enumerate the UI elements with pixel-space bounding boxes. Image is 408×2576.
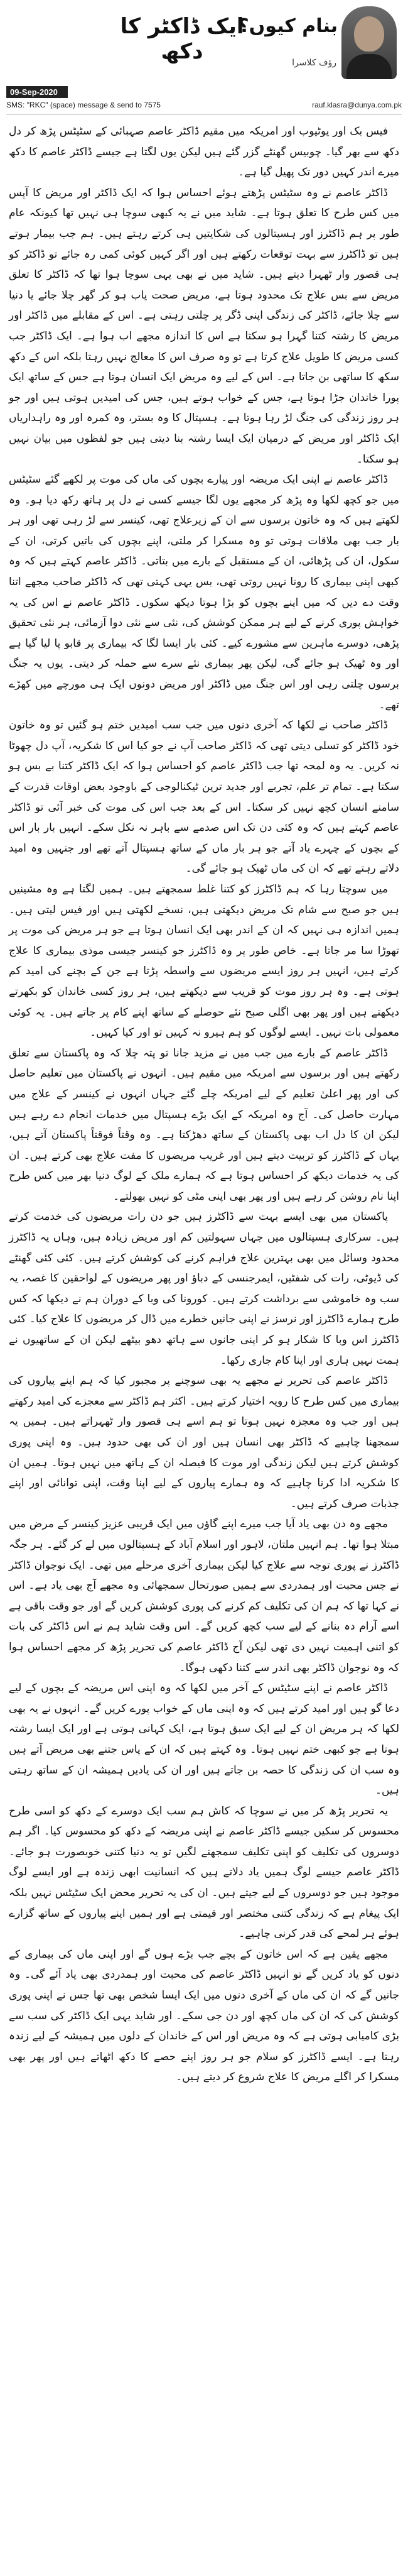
meta-bar bbox=[6, 86, 402, 109]
article-body bbox=[6, 121, 402, 2088]
publish-date: 09-Sep-2020 bbox=[6, 86, 68, 98]
author-photo-icon bbox=[341, 6, 397, 79]
paragraph: مجھے یقین ہے کہ اس خاتون کے بچے جب بڑے ہوں گے اور اپنی ماں کی بیماری کے دنوں کو یاد کریں گے تو انہیں ڈاکٹر عاصم کی محبت اور ہمدردی بھی یاد آئے گی۔ وہ جانیں گے کہ ان کی ماں کے آخری دنوں میں ایک ایسا شخص بھی تھا جس نے اپنی پوری کوشش کی کہ ان کی ماں کچھ اور دن جی سکے۔ اور شاید یہی ایک ڈاکٹر کی سب سے بڑی کامیابی ہوتی ہے کہ وہ مریض اور اس کے خاندان کے دلوں میں ہمیشہ کے لیے زندہ رہتا ہے۔ ایسے ڈاکٹرز کو سلام جو ہر روز اپنے حصے کا دکھ اٹھاتے ہیں اور پھر بھی مسکرا کر اگلے مریض کا علاج شروع کر دیتے ہیں۔ bbox=[9, 1948, 399, 2084]
column-title: بنام کیوں؟ bbox=[238, 15, 338, 37]
paragraph: ڈاکٹر عاصم کی تحریر نے مجھے یہ بھی سوچنے پر مجبور کیا کہ ہم اپنے پیاروں کی بیماری میں کس طرح کا رویہ اختیار کرتے ہیں۔ اکثر ہم ڈاکٹر سے معجزے کی امید رکھتے ہیں اور جب وہ معجزہ نہیں ہوتا تو ہم اسے ہی قصور وار ٹھہراتے ہیں۔ ہمیں یہ سمجھنا چاہیے کہ ڈاکٹر بھی انسان ہیں اور ان کی بھی حدود ہیں۔ وہ اپنی پوری کوشش کرتے ہیں لیکن زندگی اور موت کا فیصلہ ان کے ہاتھ میں نہیں ہوتا۔ ہمیں ان کا شکریہ ادا کرنا چاہیے کہ وہ ہمارے پیاروں کے لیے اپنا وقت، اپنی توانائی اور اپنے جذبات صرف کرتے ہیں۔ bbox=[9, 1374, 399, 1510]
paragraph: فیس بک اور یوٹیوب اور امریکہ میں مقیم ڈاکٹر عاصم صہبائی کے سٹیٹس پڑھ کر دل دکھ سے بھر گیا۔ چوبیس گھنٹے گزر گئے ہیں لیکن یوں لگتا ہے جیسے ڈاکٹر عاصم کا دکھ میرے اندر کہیں دور تک پھیل گیا ہے۔ bbox=[9, 125, 399, 179]
column-masthead bbox=[238, 3, 402, 84]
paragraph: ڈاکٹر عاصم نے اپنی ایک مریضہ اور پیارے بچوں کی ماں کی موت پر لکھے گئے سٹیٹس میں جو کچھ لکھا وہ پڑھ کر مجھے یوں لگا جیسے کسی نے دل پر ہاتھ رکھ دیا ہو۔ وہ لکھتے ہیں کہ وہ خاتون برسوں سے ان کے زیرعلاج تھی، کینسر سے لڑ رہی تھی اور ہر بار جب بھی ملاقات ہوتی تو وہ مسکرا کر ملتی، اپنے بچوں کی باتیں کرتی، ان کے سکول، ان کی پڑھائی، ان کے مستقبل کے بارے میں بتاتی۔ ڈاکٹر عاصم کہتے ہیں کہ وہ کبھی اپنی بیماری کا رونا نہیں روتی تھی، بس یہی کہتی تھی کہ ڈاکٹر صاحب مجھے اتنا وقت دے دیں کہ میں اپنے بچوں کو بڑا ہوتا دیکھ سکوں۔ ڈاکٹر عاصم نے اس کی یہ خواہش پوری کرنے کے لیے ہر ممکن کوشش کی، نئی سے نئی دوا آزمائی، ہر نئی تحقیق پڑھی، دوسرے ماہرین سے مشورے کیے۔ کئی بار ایسا لگا کہ بیماری پر قابو پا لیا گیا ہے اور وہ ٹھیک ہو جائے گی، لیکن پھر بیماری نئے سرے سے حملہ کر دیتی۔ یوں یہ جنگ برسوں چلتی رہی اور اس جنگ میں ڈاکٹر اور مریض دونوں ایک ہی مورچے میں کھڑے تھے۔ bbox=[9, 473, 399, 711]
column-header bbox=[6, 0, 402, 115]
paragraph: مجھے وہ دن بھی یاد آیا جب میرے اپنے گاؤں میں ایک قریبی عزیز کینسر کے مرض میں مبتلا ہوا تھا۔ ہم انہیں ملتان، لاہور اور اسلام آباد کے ہسپتالوں میں لے کر گئے۔ ہر جگہ ڈاکٹرز نے پوری توجہ سے علاج کیا لیکن بیماری آخری مرحلے میں تھی۔ ایک نوجوان ڈاکٹر نے جس محبت اور ہمدردی سے ہمیں صورتحال سمجھائی وہ مجھے آج بھی یاد ہے۔ اس نے کہا تھا کہ ہم ان کی تکلیف کم کرنے کی پوری کوشش کریں گے اور جو وقت باقی ہے اسے آرام دہ بنانے کے لیے سب کچھ کریں گے۔ اس وقت شاید ہم نے اس ڈاکٹر کی بات کو اتنی اہمیت نہیں دی تھی لیکن آج ڈاکٹر عاصم کی تحریر پڑھ کر مجھے احساس ہوا کہ وہ نوجوان ڈاکٹر بھی اندر سے کتنا دکھی ہوگا۔ bbox=[9, 1518, 399, 1674]
headline: ایک ڈاکٹر کا دکھ bbox=[120, 14, 244, 64]
sms-info: SMS: "RKC" (space) message & send to 7575 bbox=[6, 101, 161, 109]
paragraph: ڈاکٹر عاصم کے بارے میں جب میں نے مزید جانا تو پتہ چلا کہ وہ پاکستان سے تعلق رکھتے ہیں اور برسوں سے امریکہ میں مقیم ہیں۔ انہوں نے پاکستان میں تعلیم حاصل کی اور پھر اعلیٰ تعلیم کے لیے امریکہ چلے گئے جہاں انہوں نے کینسر کے علاج میں مہارت حاصل کی۔ آج وہ امریکہ کے ایک بڑے ہسپتال میں خدمات انجام دے رہے ہیں لیکن ان کا دل اب بھی پاکستان کے ساتھ دھڑکتا ہے۔ وہ وقتاً فوقتاً پاکستان آتے ہیں، یہاں کے ڈاکٹرز کو تربیت دیتے ہیں اور غریب مریضوں کا مفت علاج بھی کرتے ہیں۔ ان کی یہ خدمات دیکھ کر احساس ہوتا ہے کہ ہمارے ملک کے لوگ دنیا بھر میں کس طرح اپنا نام روشن کر رہے ہیں اور پھر بھی اپنی مٹی کو نہیں بھولتے۔ bbox=[9, 1046, 399, 1203]
paragraph: پاکستان میں بھی ایسے بہت سے ڈاکٹرز ہیں جو دن رات مریضوں کی خدمت کرتے ہیں۔ سرکاری ہسپتالوں میں جہاں سہولتیں کم اور مریض زیادہ ہیں، وہاں یہ ڈاکٹرز محدود وسائل میں بھی بہترین علاج فراہم کرنے کی کوشش کرتے ہیں۔ کئی کئی گھنٹے کی ڈیوٹی، رات کی شفٹیں، ایمرجنسی کے دباؤ اور پھر مریضوں کے لواحقین کا غصہ، یہ سب وہ خاموشی سے برداشت کرتے ہیں۔ کورونا کی وبا کے دوران ہم نے دیکھا کہ کس طرح ہمارے ڈاکٹرز اور نرسز نے اپنی جانیں خطرے میں ڈال کر مریضوں کا علاج کیا۔ کئی ڈاکٹرز اس وبا کا شکار ہو کر اپنی جانوں سے ہاتھ دھو بیٹھے لیکن ان کے ساتھیوں نے ہمت نہیں ہاری اور اپنا کام جاری رکھا۔ bbox=[9, 1210, 399, 1367]
paragraph: ڈاکٹر صاحب نے لکھا کہ آخری دنوں میں جب سب امیدیں ختم ہو گئیں تو وہ خاتون خود ڈاکٹر کو تسلی دیتی تھی کہ ڈاکٹر صاحب آپ نے جو کیا اس کا شکریہ، آپ دل چھوٹا نہ کریں۔ یہ وہ لمحہ تھا جب ڈاکٹر عاصم کو احساس ہوا کہ ایک ڈاکٹر کتنا بے بس ہو سکتا ہے۔ تمام تر علم، تجربے اور جدید ترین ٹیکنالوجی کے باوجود بعض اوقات قدرت کے سامنے انسان کچھ نہیں کر سکتا۔ اس کے بعد جب اس کی موت کی خبر آئی تو ڈاکٹر عاصم کہتے ہیں کہ وہ کئی دن تک اس صدمے سے باہر نہ نکل سکے۔ انہیں بار بار اس کے بچوں کے چہرے یاد آتے جو ہر بار ماں کے ساتھ ہسپتال آتے تھے اور جنہیں وہ امید دلاتے رہتے تھے کہ ان کی ماں ٹھیک ہو جائے گی۔ bbox=[9, 719, 399, 875]
author-email: rauf.klasra@dunya.com.pk bbox=[312, 101, 402, 109]
paragraph: یہ تحریر پڑھ کر میں نے سوچا کہ کاش ہم سب ایک دوسرے کے دکھ کو اسی طرح محسوس کر سکیں جیسے ڈاکٹر عاصم نے اپنی مریضہ کے دکھ کو محسوس کیا۔ اگر ہم دوسروں کی تکلیف کو اپنی تکلیف سمجھنے لگیں تو یہ دنیا کتنی خوبصورت ہو جائے۔ ڈاکٹر عاصم جیسے لوگ ہمیں یاد دلاتے ہیں کہ انسانیت ابھی زندہ ہے اور ایسے لوگ موجود ہیں جو دوسروں کے لیے جیتے ہیں۔ ان کی یہ تحریر محض ایک سٹیٹس نہیں بلکہ ایک پیغام ہے کہ زندگی کتنی مختصر اور قیمتی ہے اور ہمیں اپنے پیاروں کے ساتھ گزارے ہوئے ہر لمحے کی قدر کرنی چاہیے۔ bbox=[9, 1804, 399, 1941]
author-name: رؤف کلاسرا bbox=[292, 58, 336, 68]
paragraph: ڈاکٹر عاصم نے وہ سٹیٹس پڑھتے ہوئے احساس ہوا کہ ایک ڈاکٹر اور مریض کا آپس میں کس طرح کا تعلق ہوتا ہے۔ شاید میں نے یہ کبھی سوچا ہی نہیں تھا کیونکہ عام طور پر ہم ڈاکٹرز اور ہسپتالوں کی شکایتیں ہی کرتے رہتے ہیں۔ ہم جب بیمار ہوتے ہیں تو ڈاکٹرز سے بہت توقعات رکھتے ہیں اور اگر کہیں کوئی کمی رہ جائے تو ڈاکٹر کو ہی قصور وار ٹھہرا دیتے ہیں۔ شاید میں نے بھی یہی سوچا ہوا تھا کہ ڈاکٹر کا تعلق مریض سے بس علاج تک محدود ہوتا ہے، مریض صحت یاب ہو کر گھر چلا جائے یا دنیا سے چلا جائے، ڈاکٹر کی زندگی اپنی ڈگر پر چلتی رہتی ہے۔ اس کے مقابلے میں ڈاکٹر اور مریض کا رشتہ کتنا گہرا ہو سکتا ہے اس کا اندازہ مجھے اب ہوا ہے۔ ایک ڈاکٹر جب کسی مریض کا طویل علاج کرتا ہے تو وہ صرف اس کا معالج نہیں رہتا بلکہ اس کے دکھ سکھ کا ساتھی بن جاتا ہے۔ اس کے لیے وہ مریض ایک انسان ہوتا ہے جس کے ساتھ ایک پورا خاندان جڑا ہوتا ہے، جس کے خواب ہوتے ہیں، جس کی امیدیں ہوتی ہیں اور جو ہر روز زندگی کی جنگ لڑ رہا ہوتا ہے۔ ہسپتال کا وہ بستر، وہ کمرہ اور وہ راہداریاں ایک ڈاکٹر اور مریض کے درمیان ایک ایسا رشتہ بنا دیتی ہیں جو لفظوں میں بیان نہیں ہو سکتا۔ bbox=[9, 186, 399, 466]
paragraph: میں سوچتا رہا کہ ہم ڈاکٹرز کو کتنا غلط سمجھتے ہیں۔ ہمیں لگتا ہے وہ مشینیں ہیں جو صبح سے شام تک مریض دیکھتی ہیں، نسخے لکھتی ہیں اور فیس لیتی ہیں۔ ہمیں اندازہ ہی نہیں کہ ان کے اندر بھی ایک انسان ہوتا ہے جو ہر مریض کی موت پر تھوڑا سا مر جاتا ہے۔ خاص طور پر وہ ڈاکٹرز جو کینسر جیسی موذی بیماری کا علاج کرتے ہیں، انہیں ہر روز ایسے مریضوں سے واسطہ پڑتا ہے جن کے بچنے کی امید کم ہوتی ہے۔ وہ ہر روز موت کو قریب سے دیکھتے ہیں، ہر روز کسی خاندان کو بکھرتے دیکھتے ہیں اور پھر بھی اگلی صبح نئے حوصلے کے ساتھ اپنے کام پر جاتے ہیں۔ یہ کوئی معمولی بات نہیں۔ ایسے لوگوں کو ہم ہیرو نہ کہیں تو اور کیا کہیں۔ bbox=[9, 882, 399, 1039]
paragraph: ڈاکٹر عاصم نے اپنے سٹیٹس کے آخر میں لکھا کہ وہ اپنی اس مریضہ کے بچوں کے لیے دعا گو ہیں اور امید کرتے ہیں کہ وہ اپنی ماں کے خواب پورے کریں گے۔ انہوں نے یہ بھی لکھا کہ ہر مریض ان کے لیے ایک سبق ہوتا ہے، ایک کہانی ہوتی ہے اور ایک ایسا رشتہ ہوتا ہے جو کبھی ختم نہیں ہوتا۔ وہ کہتے ہیں کہ ان کے پاس جتنے بھی مریض آتے ہیں وہ سب ان کی زندگی کا حصہ بن جاتے ہیں اور ان کی یادیں ہمیشہ ان کے ساتھ رہتی ہیں۔ bbox=[9, 1682, 399, 1797]
